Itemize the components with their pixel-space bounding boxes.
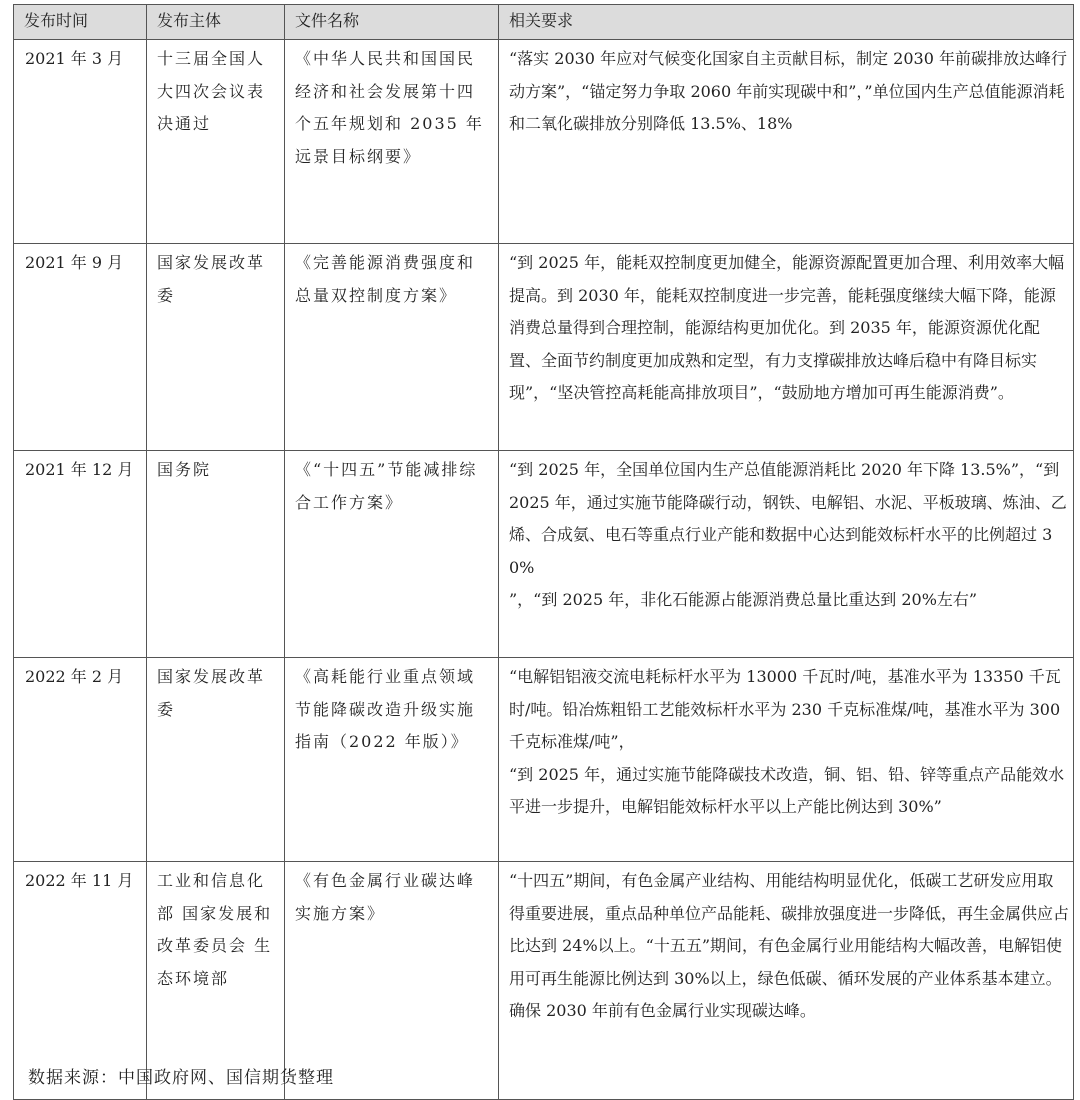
- header-row: [14, 5, 1074, 40]
- policy-table-container: [13, 4, 1073, 1100]
- cell-document: 《完善能源消费强度和总量双控制度方案》: [285, 244, 499, 451]
- cell-date: 2022 年 11 月: [14, 862, 147, 1100]
- data-source-note: 数据来源：中国政府网、国信期货整理: [28, 1068, 334, 1088]
- cell-requirements: [499, 451, 1074, 658]
- requirement-text: ”，“到 2025 年，非化石能源占能源消费总量比重达到 20%左右”: [509, 590, 978, 609]
- cell-issuer: 国务院: [147, 451, 285, 658]
- cell-date: 2022 年 2 月: [14, 658, 147, 862]
- requirement-text: “到 2025 年，全国单位国内生产总值能源消耗比 2020 年下降 13.5%”，“到 2025 年，通过实施节能降碳行动，钢铁、电解铝、水泥、平板玻璃、炼油、乙烯、合成氨、电石等重点行业产能和数据中心达到能效标杆水平的比例超过 30%: [509, 460, 1067, 577]
- header-date: 发布时间: [14, 5, 147, 40]
- table-header: [14, 5, 1074, 40]
- policy-table: [13, 4, 1074, 1100]
- cell-requirements: [499, 658, 1074, 862]
- cell-requirements: [499, 244, 1074, 451]
- requirement-text: “十四五”期间，有色金属产业结构、用能结构明显优化，低碳工艺研发应用取得重要进展，重点品种单位产品能耗、碳排放强度进一步降低，再生金属供应占比达到 24%以上。“十五五”期间，有色金属行业用能结构大幅改善，电解铝使用可再生能源比例达到 30%以上，绿色低碳、循环发展的产业体系基本建立。确保 2030 年前有色金属行业实现碳达峰。: [509, 871, 1070, 1020]
- cell-issuer: 工业和信息化部 国家发展和改革委员会 生态环境部: [147, 862, 285, 1100]
- cell-date: 2021 年 9 月: [14, 244, 147, 451]
- table-row: [14, 40, 1074, 244]
- table-row: [14, 862, 1074, 1100]
- cell-date: 2021 年 3 月: [14, 40, 147, 244]
- requirement-text: 和二氧化碳排放分别降低 13.5%、18%: [509, 114, 793, 133]
- table-body: [14, 40, 1074, 1100]
- header-issuer: 发布主体: [147, 5, 285, 40]
- cell-document: 《中华人民共和国国民经济和社会发展第十四个五年规划和 2035 年远景目标纲要》: [285, 40, 499, 244]
- requirement-text: “到 2025 年，通过实施节能降碳技术改造，铜、铝、铅、锌等重点产品能效水平进一步提升，电解铝能效标杆水平以上产能比例达到 30%”: [509, 764, 1065, 816]
- cell-date: 2021 年 12 月: [14, 451, 147, 658]
- header-requirements: 相关要求: [499, 5, 1074, 40]
- cell-issuer: 国家发展改革委: [147, 244, 285, 451]
- cell-requirements: [499, 40, 1074, 244]
- requirement-text: “到 2025 年，能耗双控制度更加健全，能源资源配置更加合理、利用效率大幅提高。到 2030 年，能耗双控制度进一步完善，能耗强度继续大幅下降，能源消费总量得到合理控制，能源结构更加优化。到 2035 年，能源资源优化配置、全面节约制度更加成熟和定型，有力支撑碳排放达峰后稳中有降目标实现”，“坚决管控高耗能高排放项目”，“鼓励地方增加可再生能源消费”。: [509, 253, 1065, 402]
- table-row: [14, 451, 1074, 658]
- table-row: [14, 244, 1074, 451]
- requirement-text: “电解铝铝液交流电耗标杆水平为 13000 千瓦时/吨，基准水平为 13350 千瓦时/吨。铅冶炼粗铅工艺能效标杆水平为 230 千克标准煤/吨，基准水平为 300 千克标准煤/吨”，: [509, 667, 1061, 751]
- cell-document: 《高耗能行业重点领域节能降碳改造升级实施指南（2022 年版）》: [285, 658, 499, 862]
- cell-issuer: 国家发展改革委: [147, 658, 285, 862]
- cell-requirements: [499, 862, 1074, 1100]
- cell-issuer: 十三届全国人大四次会议表决通过: [147, 40, 285, 244]
- cell-document: 《“十四五”节能减排综合工作方案》: [285, 451, 499, 658]
- requirement-text: “落实 2030 年应对气候变化国家自主贡献目标，制定 2030 年前碳排放达峰行动方案”，“锚定努力争取 2060 年前实现碳中和”，”单位国内生产总值能源消耗: [509, 49, 1067, 101]
- table-row: [14, 658, 1074, 862]
- header-document: 文件名称: [285, 5, 499, 40]
- cell-document: 《有色金属行业碳达峰实施方案》: [285, 862, 499, 1100]
